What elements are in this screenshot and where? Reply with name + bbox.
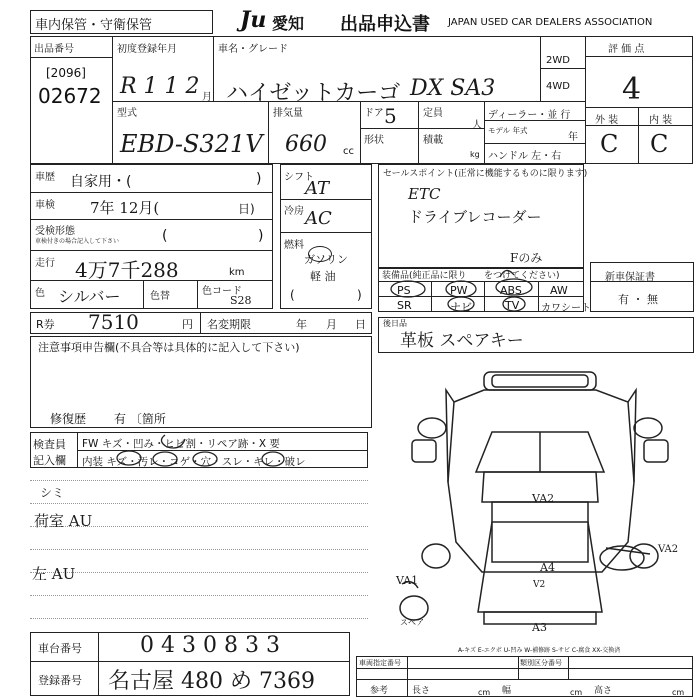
receive-note: 車検付きの場合記入して下さい (35, 238, 120, 245)
equip-abs[interactable]: ABS (500, 284, 522, 297)
sales-point-line1: ETC (408, 185, 441, 203)
equipment-title-tail: をつけてください) (484, 271, 560, 281)
width-cm: cm (570, 688, 583, 697)
name-label: 車名・グレード (218, 44, 288, 55)
person-unit: 人 (472, 120, 482, 131)
storage-label: 車内保管・守衛保管 (35, 18, 153, 33)
color-code-label: 色コード (202, 286, 242, 297)
equip-power-seat[interactable]: カワシート (541, 303, 591, 314)
mark-right: VA2 (658, 544, 679, 555)
color-label: 色 (35, 288, 45, 299)
mileage-label: 走行 (35, 258, 55, 269)
equip-navi[interactable]: ナビ (450, 301, 472, 314)
damage-legend: A-キズ E-エクボ U-凹み W-補修跡 S-サビ C-腐食 XX-交換済 (458, 647, 621, 654)
equip-ps[interactable]: PS (397, 284, 411, 297)
equip-aw[interactable]: AW (550, 284, 568, 297)
color-change-label: 色替 (150, 291, 170, 302)
warranty-label: 新車保証書 (605, 272, 655, 283)
first-reg-month-unit: 月 (202, 92, 212, 103)
fuel-diesel[interactable]: 軽 油 (310, 270, 336, 283)
mileage-value: 4万7千288 (75, 258, 179, 282)
category-label: 類別区分番号 (520, 659, 562, 667)
dealer-label: ディーラー・並 行 (488, 110, 571, 121)
first-reg-label: 初度登録年月 (117, 44, 177, 55)
recycle-label: R券 (36, 318, 55, 331)
recycle-box (30, 312, 372, 334)
mark-a4: A4 (540, 561, 555, 574)
fuel-circle-mark (308, 246, 332, 262)
plate-value: 名古屋 480 め 7369 (108, 669, 315, 694)
after-market-label: 後日品 (383, 319, 407, 328)
doors-value: 5 (384, 104, 397, 128)
chassis-label: 車台番号 (38, 642, 82, 655)
equipment-title: 装備品(純正品に限り (382, 271, 467, 281)
year-unit: 年 (568, 132, 578, 143)
inspection-value: 7年 12月( (90, 199, 160, 217)
storage-box (30, 10, 213, 34)
deadline-label: 名変期限 (207, 318, 251, 331)
length-cm: cm (478, 688, 491, 697)
score-value: 4 (622, 72, 642, 107)
inspector-note-2: 荷室 AU (34, 512, 93, 530)
model-value: EBD-S321V (120, 130, 263, 158)
drive-4wd[interactable]: 4WD (546, 81, 570, 92)
exterior-label: 外 装 (595, 115, 619, 126)
inspector-note-1: シミ (40, 486, 65, 500)
deadline-day: 日 (355, 318, 366, 331)
inspector-note-3: 左 AU (32, 565, 76, 583)
form-header (240, 7, 430, 36)
inspector-label1: 検査員 (33, 438, 66, 451)
mark-v2: V2 (533, 580, 546, 590)
doors-label: ドア (364, 108, 384, 119)
inspector-row2: 内装 キズ・汚レ・コゲ・穴・スレ・キレ・破レ (82, 456, 306, 468)
history-value: 自家用・( (70, 174, 132, 190)
drive-2wd[interactable]: 2WD (546, 55, 570, 66)
association-name: JAPAN USED CAR DEALERS ASSOCIATION (448, 17, 653, 28)
mark-left: VA1 (396, 574, 419, 587)
fuel-gasoline[interactable]: ガソリン (304, 253, 348, 266)
grade-value: DX SA3 (410, 76, 496, 101)
color-value: シルバー (58, 287, 121, 306)
model-year-label: モデル 年式 (488, 126, 528, 135)
ac-value: AC (305, 208, 332, 229)
inspector-label2: 記入欄 (33, 454, 66, 467)
model-label: 型式 (117, 108, 137, 119)
spare-label: スペア (400, 618, 424, 627)
inspection-label: 車検 (35, 200, 55, 211)
lot-label: 出品番号 (34, 44, 74, 55)
shift-label: シフト (284, 172, 314, 183)
shift-value: AT (305, 178, 330, 199)
plate-label: 登録番号 (38, 674, 82, 687)
interior-label: 内 装 (649, 115, 673, 126)
sales-point-title: セールスポイント(正常に機能するものに限ります) (383, 169, 588, 179)
displacement-label: 排気量 (273, 108, 303, 119)
cc-unit: cc (343, 146, 354, 157)
displacement-value: 660 (285, 132, 327, 157)
lot-number: 02672 (38, 84, 102, 108)
length-label: 長さ (412, 686, 431, 696)
deadline-month: 月 (326, 318, 337, 331)
mark-top: VA2 (532, 492, 555, 505)
fuel-label: 燃料 (284, 240, 304, 251)
car-name-value: ハイゼットカーゴ (226, 81, 401, 106)
equipment-marks (378, 256, 584, 312)
equip-pw[interactable]: PW (450, 284, 468, 297)
score-label: 評 価 点 (608, 44, 645, 55)
equipment-note: Fのみ (510, 251, 543, 265)
warranty-value[interactable]: 有 ・ 無 (618, 293, 658, 306)
width-label: 幅 (502, 686, 512, 696)
capacity-label: 定員 (423, 108, 443, 119)
car-damage-diagram (392, 362, 698, 652)
inspector-marks (77, 432, 368, 468)
receive-label: 受検形態 (35, 226, 75, 237)
deadline-year: 年 (296, 318, 307, 331)
first-reg-value: R 1 1 2 (120, 74, 200, 99)
history-label: 車歴 (35, 172, 55, 183)
repair-value: 有 〔箇所 (114, 412, 166, 426)
after-market-value: 革板 スペアキー (400, 331, 524, 351)
sales-point-line2: ドライブレコーダー (408, 208, 542, 226)
recycle-value: 7510 (88, 310, 139, 334)
color-code-value: S28 (230, 294, 252, 307)
logo-region: 愛知 (272, 14, 305, 33)
ac-label: 冷房 (284, 206, 304, 217)
load-label: 積載 (423, 135, 443, 146)
designated-label: 車両指定番号 (359, 659, 401, 667)
handle-label: ハンドル 左・右 (488, 151, 562, 162)
inspection-day: 日) (238, 202, 255, 216)
interior-grade: C (650, 130, 669, 158)
inspector-row1: FW キズ・凹み・ヒビ割・リペア跡・X 要 (82, 438, 280, 450)
ref-label: 参考 (370, 686, 389, 696)
km-unit: km (229, 267, 245, 278)
height-cm: cm (672, 688, 685, 697)
repair-label: 修復歴 (50, 412, 87, 426)
height-label: 高さ (594, 686, 613, 696)
form-title: 出品申込書 (340, 14, 430, 35)
shape-label: 形状 (364, 135, 384, 146)
recycle-yen: 円 (182, 318, 193, 331)
equip-sr[interactable]: SR (397, 299, 412, 312)
exterior-grade: C (600, 130, 619, 158)
notes-title: 注意事項申告欄(不具合等は具体的に記入して下さい) (38, 341, 300, 354)
ju-logo: Ju (240, 7, 267, 33)
mark-a3: A3 (532, 621, 547, 634)
lot-bracket: [2096] (46, 66, 86, 80)
chassis-value: 0 4 3 0 8 3 3 (140, 633, 280, 658)
equip-tv[interactable]: TV (505, 299, 520, 312)
kg-unit: kg (470, 150, 480, 159)
